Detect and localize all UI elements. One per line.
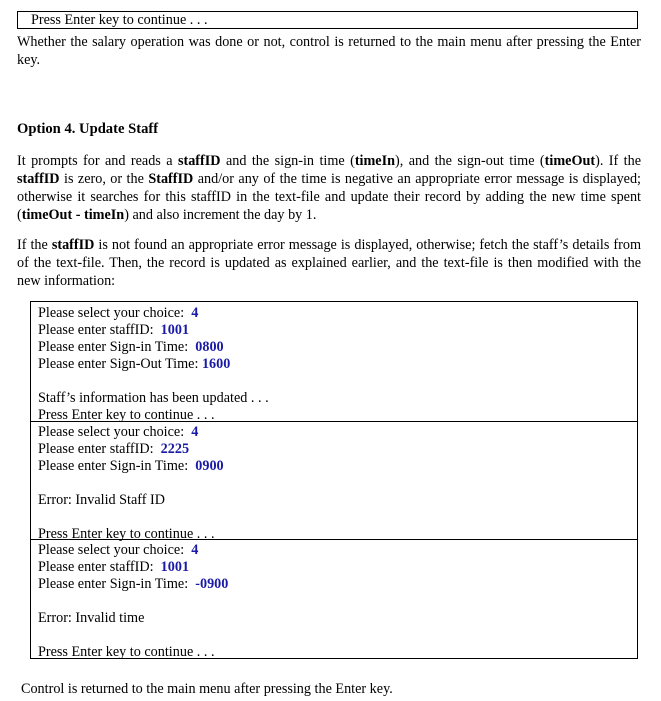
signin-line: Please enter Sign-in Time: 0900 (38, 458, 224, 474)
signin-line: Please enter Sign-in Time: -0900 (38, 576, 229, 592)
description-paragraph: It prompts for and reads a staffID and the sign-in time (timeIn), and the sign-out time (timeOut). If the staffID is zero, or the StaffID and/or any of the time is negative an appropriate error message is displayed; otherwise it searches for this staffID in the text-file and update their record by adding the new time spent (timeOut - timeIn) and also increment the day by 1. (17, 153, 642, 223)
console-continue-box (17, 11, 638, 29)
error-message: Error: Invalid time (38, 610, 145, 626)
staffid-line: Please enter staffID: 1001 (38, 559, 190, 575)
continue-prompt: Press Enter key to continue . . . (38, 407, 215, 423)
signout-line: Please enter Sign-Out Time: 1600 (38, 356, 231, 372)
section-heading: Option 4. Update Staff (17, 121, 159, 137)
console-update-success (30, 301, 638, 422)
choice-line: Please select your choice: 4 (38, 305, 199, 321)
signin-line: Please enter Sign-in Time: 0800 (38, 339, 224, 355)
error-message: Error: Invalid Staff ID (38, 492, 165, 508)
notfound-paragraph: If the staffID is not found an appropriate error message is displayed, otherwise; fetch the staff’s details from of the text-file. Then, the record is updated as explained earlier, and the text-file is then modified with the new information: (17, 237, 641, 289)
success-message: Staff’s information has been updated . . . (38, 390, 269, 406)
footer-paragraph: Control is returned to the main menu after pressing the Enter key. (21, 681, 393, 697)
staffid-line: Please enter staffID: 2225 (38, 441, 190, 457)
console-invalid-staff (30, 421, 638, 540)
choice-line: Please select your choice: 4 (38, 542, 199, 558)
intro-paragraph: Whether the salary operation was done or not, control is returned to the main menu after pressing the Enter key. (17, 34, 641, 68)
continue-prompt: Press Enter key to continue . . . (31, 12, 208, 28)
choice-line: Please select your choice: 4 (38, 424, 199, 440)
console-invalid-time (30, 539, 638, 659)
staffid-line: Please enter staffID: 1001 (38, 322, 190, 338)
continue-prompt: Press Enter key to continue . . . (38, 644, 215, 660)
continue-prompt: Press Enter key to continue . . . (38, 526, 215, 542)
